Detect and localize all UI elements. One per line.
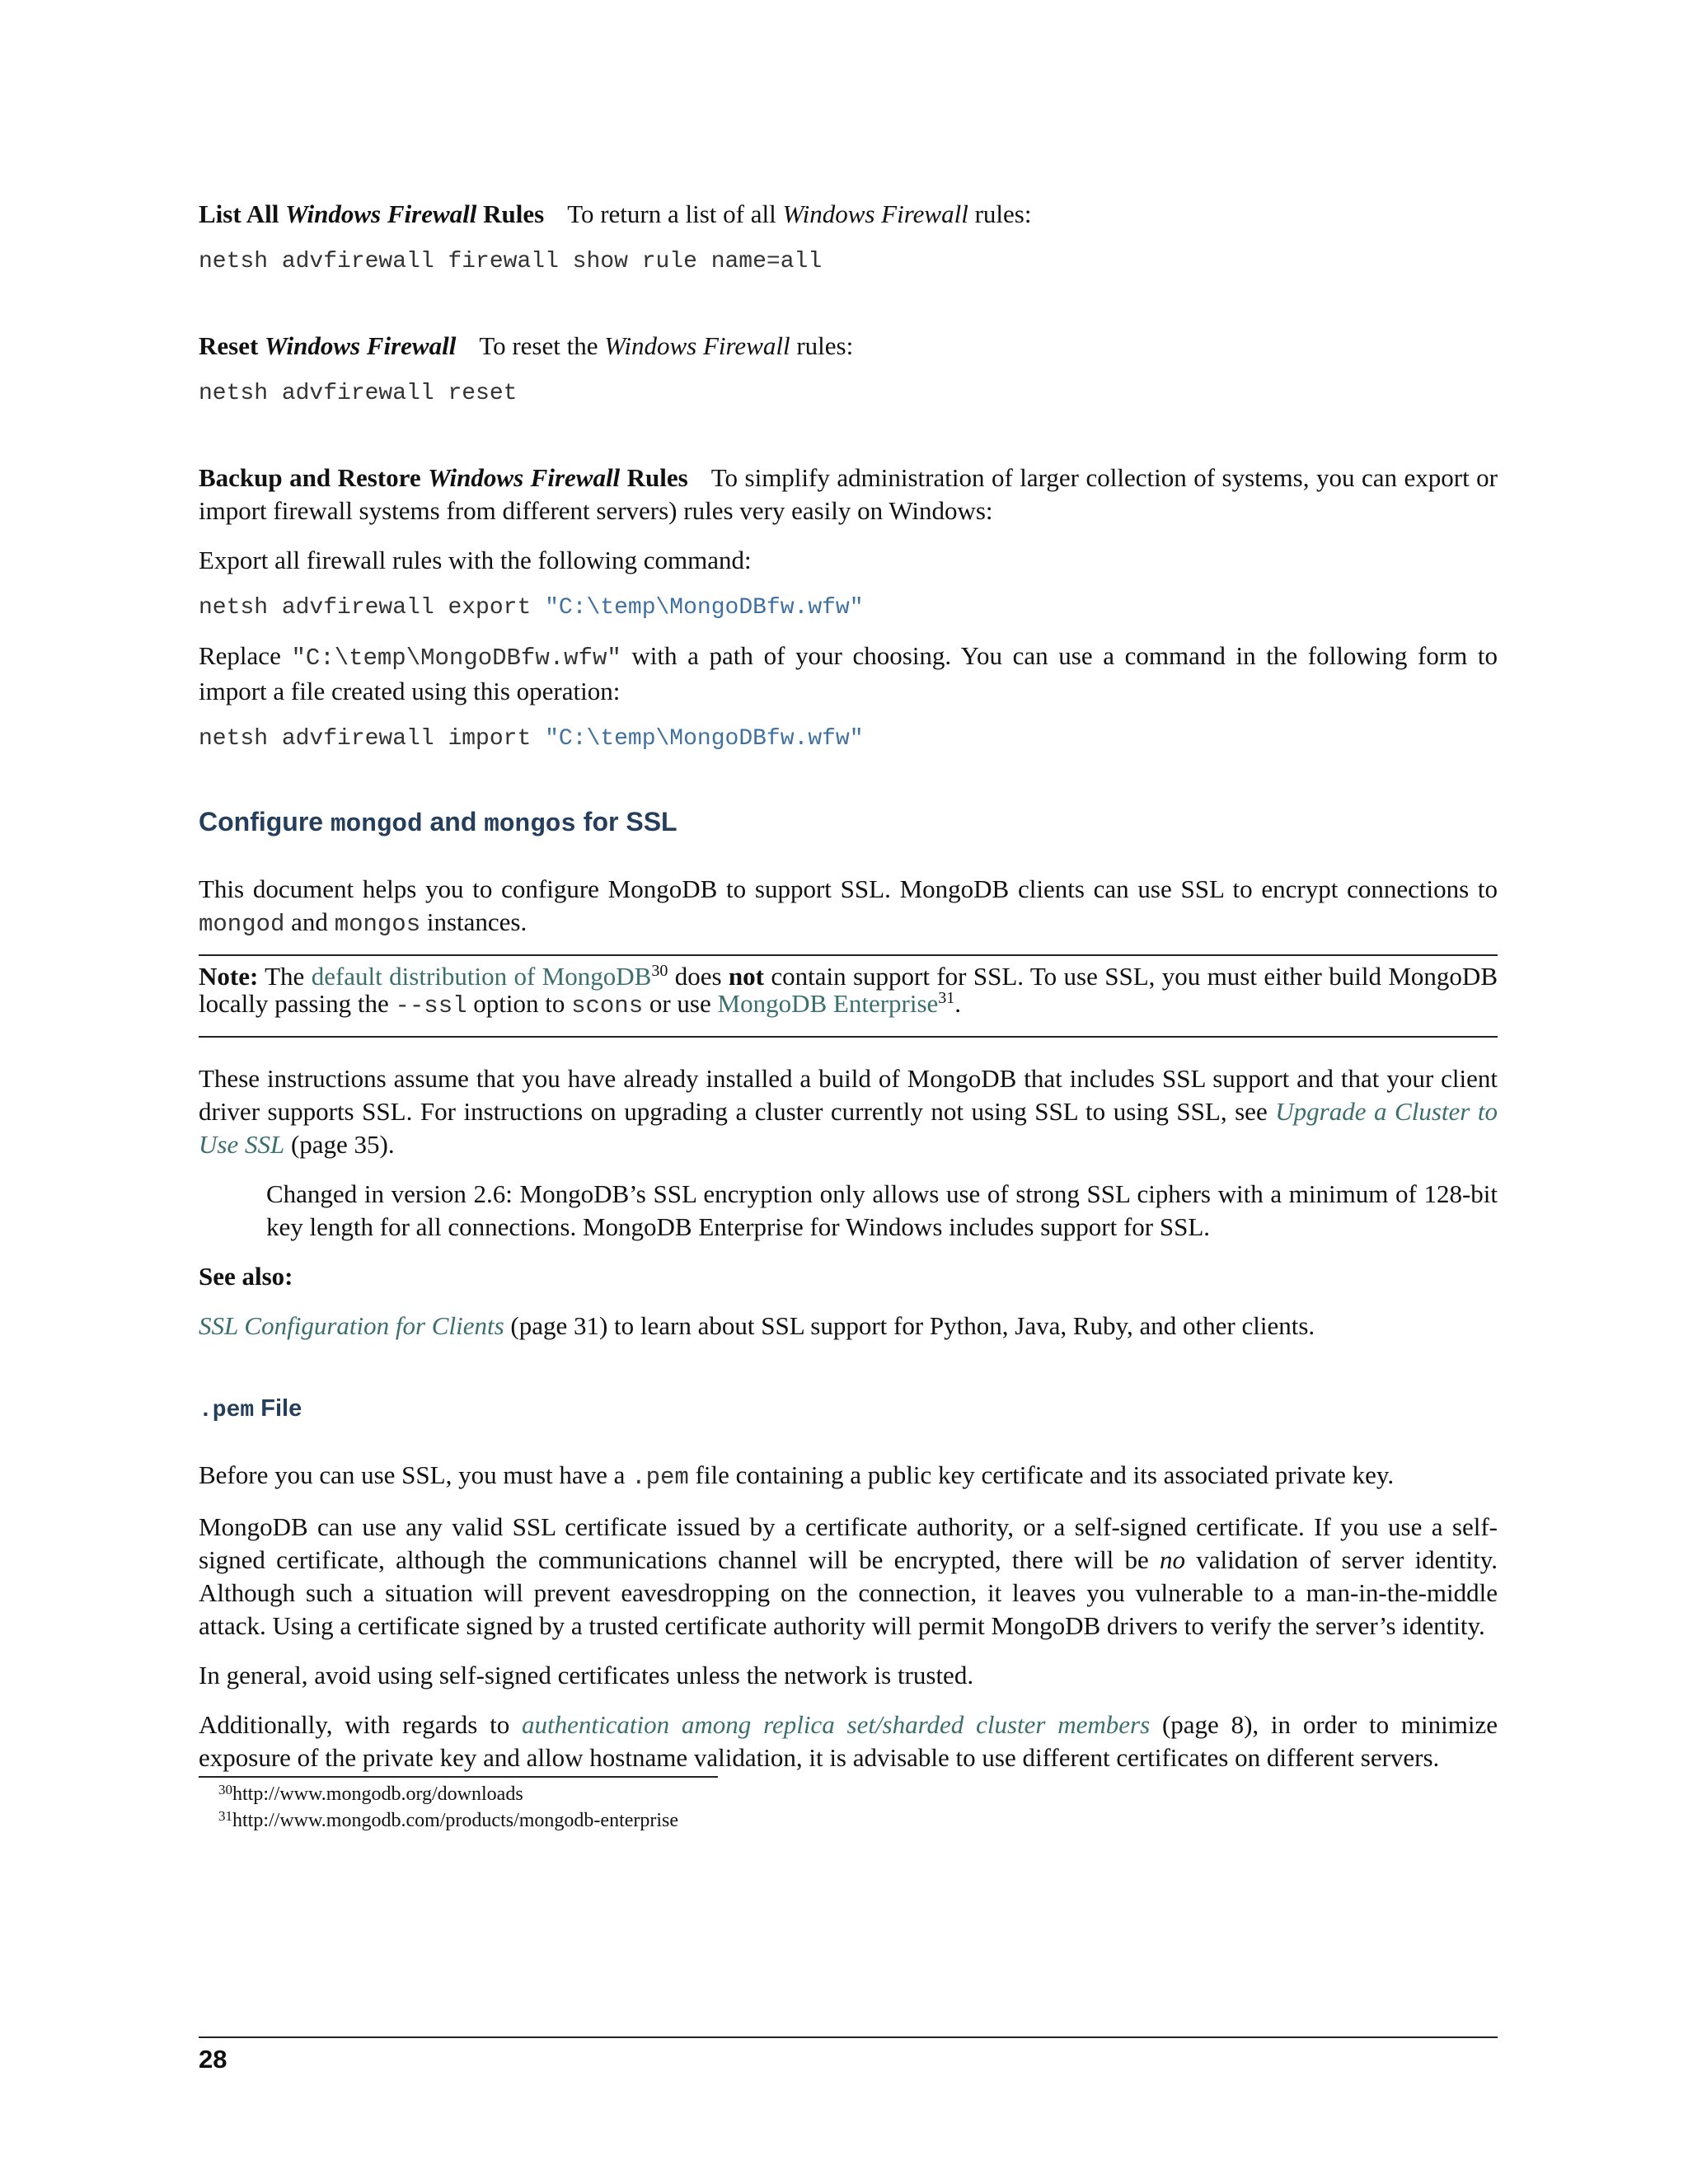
footnote-31-url[interactable]: http://www.mongodb.com/products/mongodb-enterprise xyxy=(232,1810,679,1831)
pem-heading: .pem File xyxy=(199,1395,302,1423)
document-page xyxy=(199,198,1498,1834)
export-code: netsh advfirewall export "C:\temp\MongoDBfw.wfw" xyxy=(199,595,864,621)
footnote-rule xyxy=(199,1776,718,1778)
ssl-clients-link[interactable]: SSL Configuration for Clients xyxy=(199,1311,504,1340)
backup-title: Backup and Restore Windows Firewall Rules xyxy=(199,463,688,492)
footnote-31: $^{31}$http://www.mongodb.com/products/mongodb-enterprise xyxy=(218,1808,679,1831)
footnote-30-url[interactable]: http://www.mongodb.org/downloads xyxy=(232,1783,523,1805)
pem-paragraph-3: In general, avoid using self-signed certificates unless the network is trusted. xyxy=(199,1661,974,1690)
export-text: Export all firewall rules with the following command: xyxy=(199,546,752,574)
mongodb-enterprise-link[interactable]: MongoDB Enterprise xyxy=(717,989,939,1018)
authentication-link[interactable]: authentication among replica set/sharded cluster members xyxy=(522,1710,1151,1739)
list-rules-paragraph: List All Windows Firewall Rules To return a list of all Windows Firewall rules: xyxy=(199,199,1032,228)
footer-rule xyxy=(199,2036,1498,2038)
upgrade-cluster-link[interactable]: Upgrade a Cluster to Use SSL xyxy=(199,1097,1498,1159)
reset-code: netsh advfirewall reset xyxy=(199,381,518,406)
import-code: netsh advfirewall import "C:\temp\MongoDBfw.wfw" xyxy=(199,726,864,752)
see-also-paragraph: SSL Configuration for Clients (page 31) to learn about SSL support for Python, Java, Ruby, and other clients. xyxy=(199,1311,1315,1340)
ssl-intro: This document helps you to configure MongoDB to support SSL. MongoDB clients can use SSL to encrypt connections to mongod and mongos instances. xyxy=(199,874,1498,938)
note-box: Note: The default distribution of MongoDB$^{30}$ does not contain support for SSL. To use SSL, you must either build MongoDB locally passing the --ssl option to scons or use MongoDB Enterprise$^{31}$. xyxy=(199,954,1498,1038)
reset-title: Reset Windows Firewall xyxy=(199,331,457,360)
reset-paragraph: Reset Windows Firewall To reset the Windows Firewall rules: xyxy=(199,331,854,360)
pem-paragraph-1: Before you can use SSL, you must have a .pem file containing a public key certificate and its associated private key. xyxy=(199,1460,1395,1491)
pem-paragraph-2: MongoDB can use any valid SSL certificate issued by a certificate authority, or a self-signed certificate. If you use a self-signed certificate, although the communications channel will be encrypted, there will be no validation of server identity. Although such a situation will prevent eavesdropping on the connection, it leaves you vulnerable to a man-in-the-middle attack. Using a certificate signed by a trusted certificate authority will permit MongoDB drivers to verify the server’s identity. xyxy=(199,1512,1498,1640)
list-rules-title: List All Windows Firewall Rules xyxy=(199,199,545,228)
changed-note: Changed in version 2.6: MongoDB’s SSL encryption only allows use of strong SSL ciphers with a minimum of 128-bit key length for all connections. MongoDB Enterprise for Windows includes support for SSL. xyxy=(266,1179,1498,1241)
list-rules-code: netsh advfirewall firewall show rule name=all xyxy=(199,249,823,274)
see-also-label: See also: xyxy=(199,1262,293,1291)
assume-paragraph: These instructions assume that you have already installed a build of MongoDB that includes SSL support and that your client driver supports SSL. For instructions on upgrading a cluster currently not using SSL to using SSL, see Upgrade a Cluster to Use SSL (page 35). xyxy=(199,1064,1498,1159)
footnote-30: $^{30}$http://www.mongodb.org/downloads xyxy=(218,1782,523,1805)
mongodb-distribution-link[interactable]: default distribution of MongoDB xyxy=(311,962,652,991)
replace-paragraph: Replace "C:\temp\MongoDBfw.wfw" with a path of your choosing. You can use a command in the following form to import a file created using this operation: xyxy=(199,641,1498,705)
page-number: 28 xyxy=(199,2045,227,2074)
backup-paragraph: Backup and Restore Windows Firewall Rules To simplify administration of larger collection of systems, you can export or import firewall systems from different servers) rules very easily on Windows: xyxy=(199,463,1498,525)
ssl-heading: Configure mongod and mongos for SSL xyxy=(199,807,678,839)
pem-paragraph-4: Additionally, with regards to authentication among replica set/sharded cluster members (page 8), in order to minimize exposure of the private key and allow hostname validation, it is advisable to use different certificates on different servers. xyxy=(199,1710,1498,1772)
note-label: Note: xyxy=(199,962,259,991)
